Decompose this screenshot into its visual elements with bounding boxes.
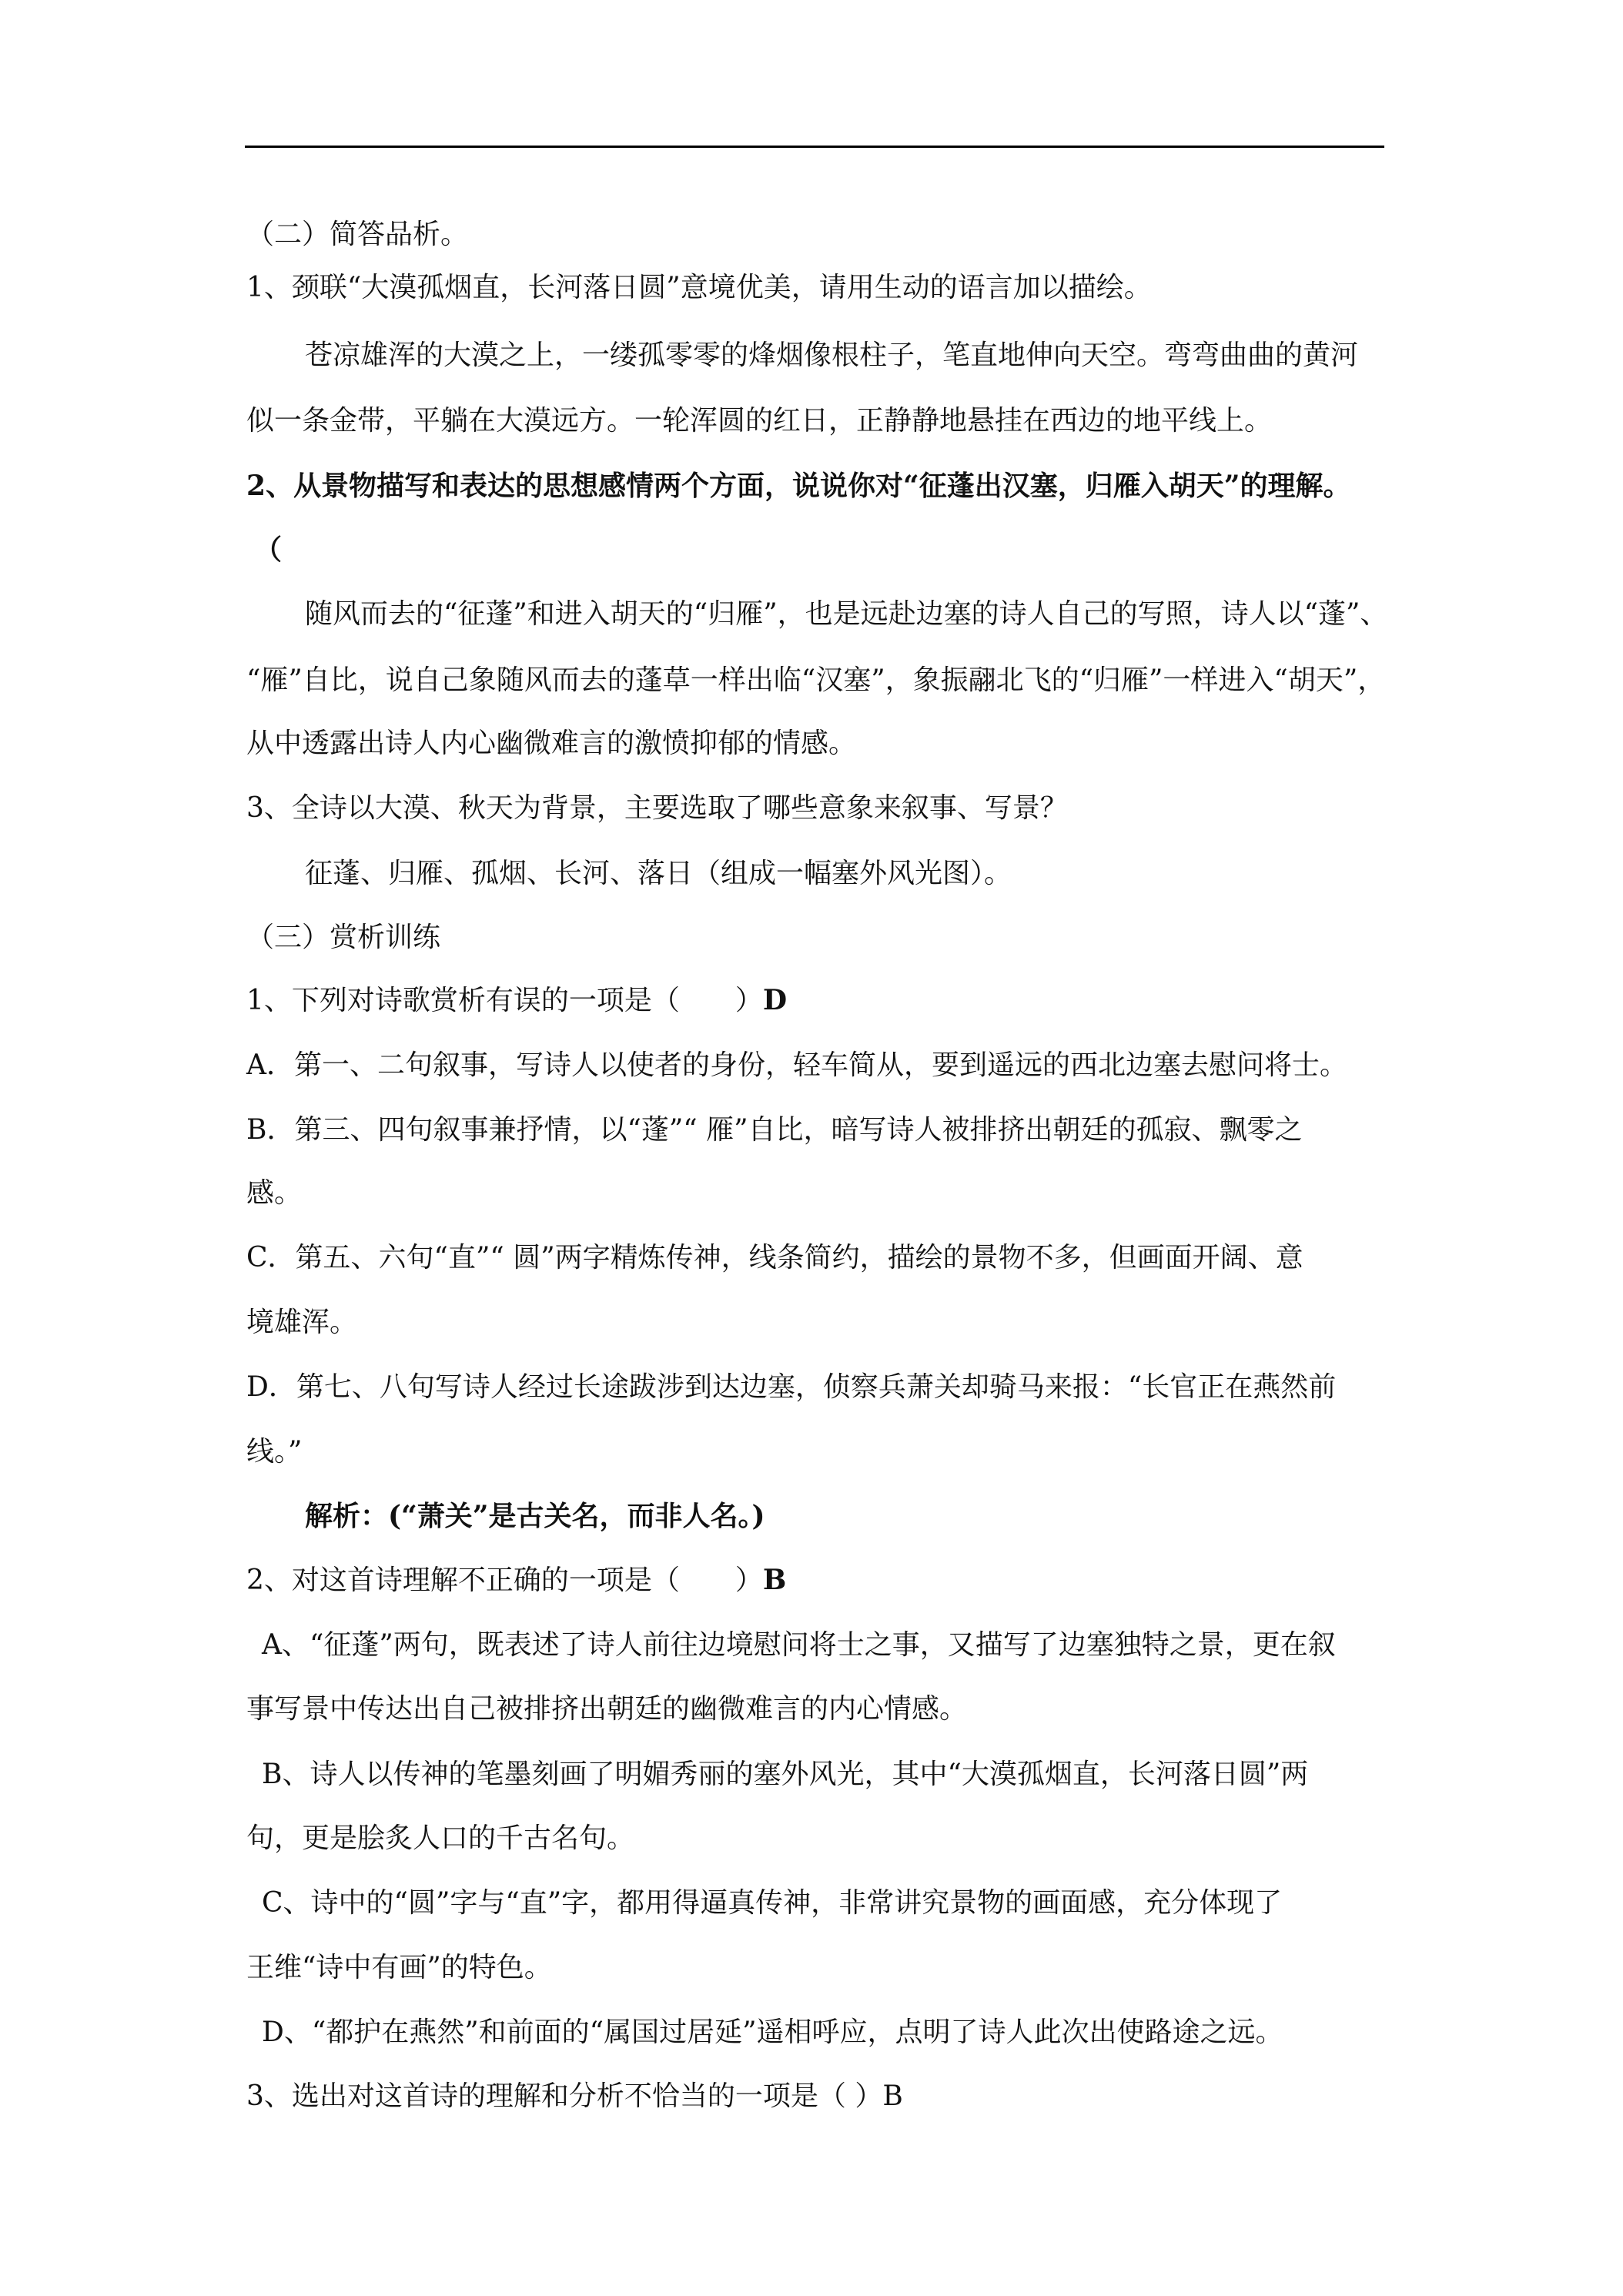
mc-question-3-text: 3、选出对这首诗的理解和分析不恰当的一项是（ ）B: [246, 2080, 903, 2112]
answer-1-line-1: 苍凉雄浑的大漠之上，一缕孤零零的烽烟像根柱子，笔直地伸向天空。弯弯曲曲的黄河: [305, 340, 1359, 371]
section-heading-2: （二）简答品析。: [246, 219, 469, 250]
mc-1-option-a: A．第一、二句叙事，写诗人以使者的身份，轻车简从，要到遥远的西北边塞去慰问将士。: [246, 1049, 1347, 1081]
mc-2-option-a-line-1: A、“征蓬”两句，既表述了诗人前往边境慰问将士之事，又描写了边塞独特之景，更在叙: [262, 1629, 1336, 1661]
mc-1-option-c-line-2: 境雄浑。: [246, 1307, 358, 1338]
mc-question-1-answer: D: [762, 984, 788, 1016]
mc-2-option-a-line-2: 事写景中传达出自己被排挤出朝廷的幽微难言的内心情感。: [246, 1693, 968, 1725]
section-heading-3: （三）赏析训练: [246, 922, 441, 953]
mc-question-1: [246, 985, 787, 1016]
mc-1-option-b-line-1: B．第三、四句叙事兼抒情，以“蓬”“ 雁”自比，暗写诗人被排挤出朝廷的孤寂、飘零之: [246, 1114, 1303, 1146]
answer-2-line-1: 随风而去的“征蓬”和进入胡天的“归雁”，也是远赴边塞的诗人自己的写照，诗人以“蓬”、: [305, 598, 1388, 630]
question-3-text: 3、全诗以大漠、秋天为背景，主要选取了哪些意象来叙事、写景？: [246, 792, 1068, 824]
mc-2-option-c-line-2: 王维“诗中有画”的特色。: [246, 1952, 552, 1983]
mc-2-option-b-line-2: 句，更是脍炙人口的千古名句。: [246, 1822, 635, 1854]
mc-question-2-text: 2、对这首诗理解不正确的一项是（ ）: [246, 1565, 763, 1596]
question-2-text: 2、从景物描写和表达的思想感情两个方面，说说你对“征蓬出汉塞，归雁入胡天”的理解。: [246, 470, 1351, 502]
mc-question-2-answer: B: [762, 1564, 787, 1596]
answer-2-line-3: 从中透露出诗人内心幽微难言的激愤抑郁的情感。: [246, 728, 857, 759]
question-1-text: 1、颈联“大漠孤烟直，长河落日圆”意境优美，请用生动的语言加以描绘。: [246, 272, 1152, 303]
mc-1-option-d-line-1: D．第七、八句写诗人经过长途跋涉到达边塞，侦察兵萧关却骑马来报：“长官正在燕然前: [246, 1371, 1337, 1403]
question-2-bracket: （: [254, 534, 283, 566]
mc-2-option-c-line-1: C、诗中的“圆”字与“直”字，都用得逼真传神，非常讲究景物的画面感，充分体现了: [262, 1887, 1283, 1919]
mc-1-option-b-line-2: 感。: [246, 1177, 303, 1209]
mc-1-option-d-line-2: 线。”: [246, 1436, 303, 1468]
mc-2-option-b-line-1: B、诗人以传神的笔墨刻画了明媚秀丽的塞外风光，其中“大漠孤烟直，长河落日圆”两: [262, 1759, 1309, 1790]
mc-question-1-text: 1、下列对诗歌赏析有误的一项是（ ）: [246, 985, 763, 1016]
answer-1-line-2: 似一条金带，平躺在大漠远方。一轮浑圆的红日，正静静地悬挂在西边的地平线上。: [246, 405, 1273, 437]
mc-question-2: [246, 1565, 786, 1596]
mc-1-explanation: 解析：(“萧关”是古关名，而非人名。): [305, 1500, 765, 1532]
answer-3-text: 征蓬、归雁、孤烟、长河、落日（组成一幅塞外风光图）。: [305, 858, 1012, 889]
mc-2-option-d: D、“都护在燕然”和前面的“属国过居延”遥相呼应，点明了诗人此次出使路途之远。: [262, 2017, 1283, 2048]
header-rule: [245, 146, 1384, 148]
mc-1-option-c-line-1: C．第五、六句“直”“ 圆”两字精炼传神，线条简约，描绘的景物不多，但画面开阔、意: [246, 1242, 1303, 1274]
answer-2-line-2: “雁”自比，说自己象随风而去的蓬草一样出临“汉塞”，象振翮北飞的“归雁”一样进入“胡天”，: [246, 664, 1386, 696]
